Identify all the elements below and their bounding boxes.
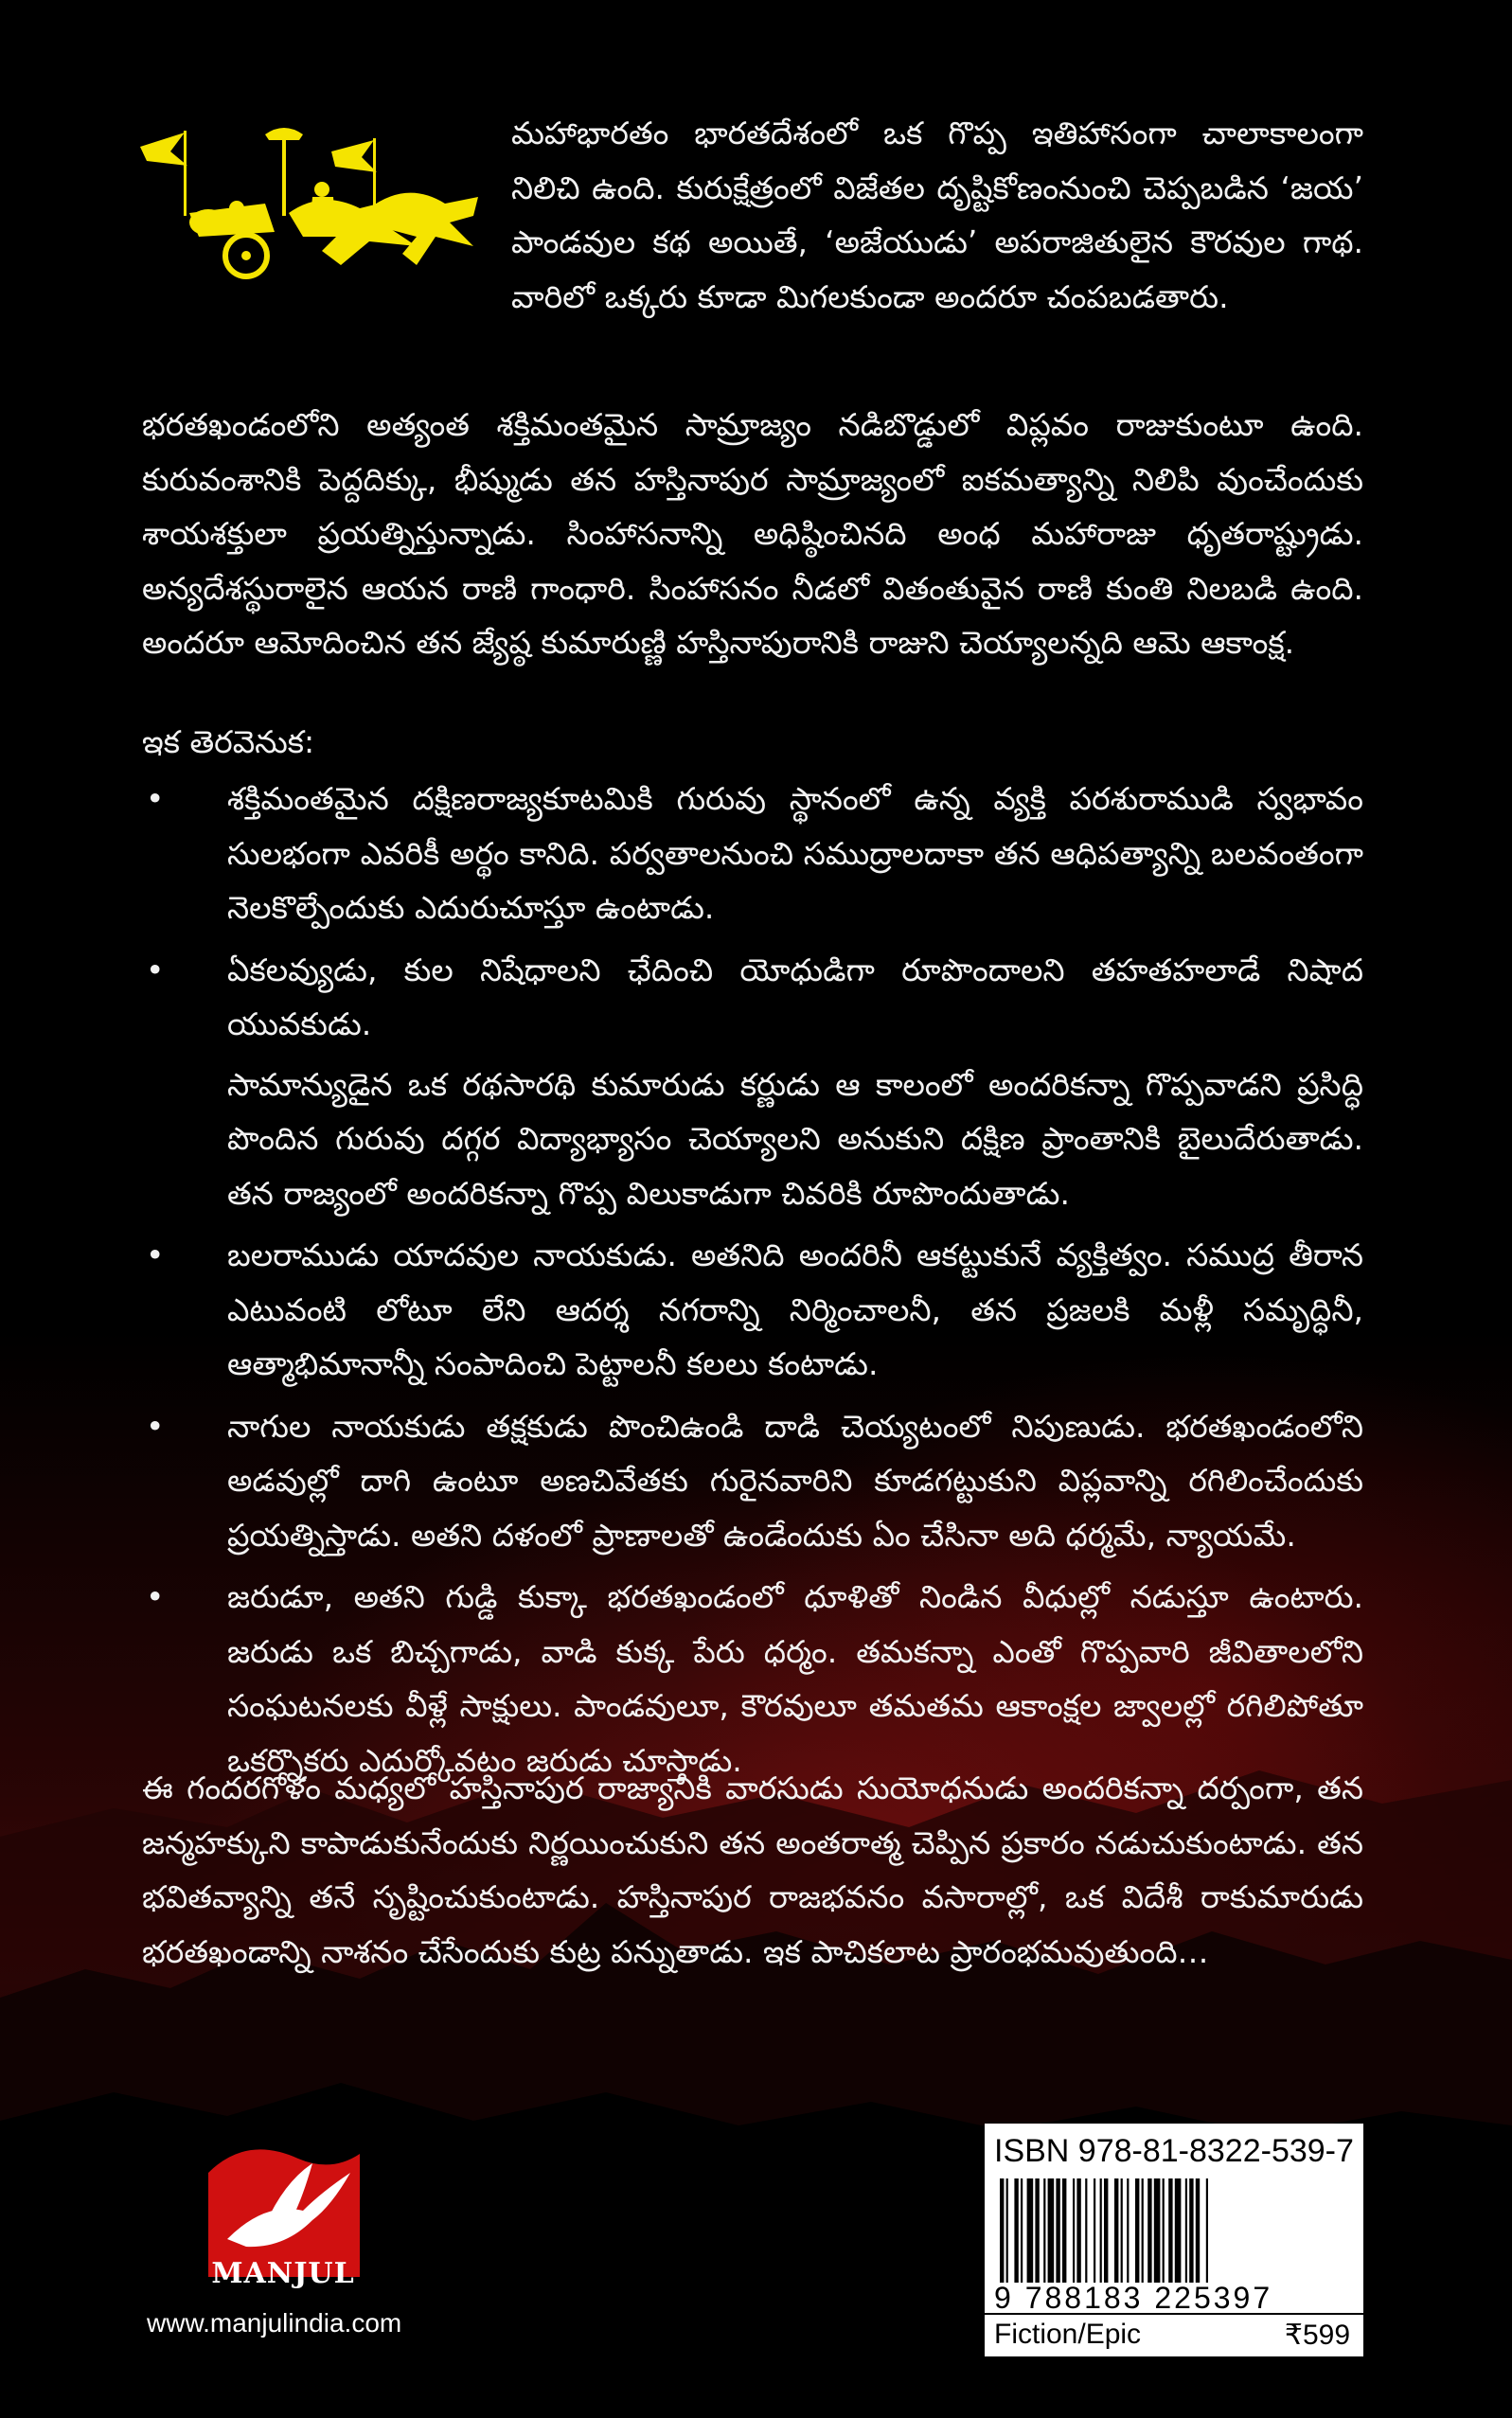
paragraph-plot: భరతఖండంలోని అత్యంత శక్తిమంతమైన సామ్రాజ్యం నడిబొడ్డులో విప్లవం రాజుకుంటూ ఉంది. కురువంశానికి పెద్దదిక్కు, భీష్ముడు తన హస్తినాపుర సామ్రాజ్యంలో ఐకమత్యాన్ని నిలిపి వుంచేందుకు శాయశక్తులా ప్రయత్నిస్తున్నాడు. సింహాసనాన్ని అధిష్ఠించినది అంధ మహారాజు ధృతరాష్ట్రుడు. అన్యదేశస్థురాలైన ఆయన రాణి గాంధారి. సింహాసనం నీడలో వితంతువైన రాణి కుంతి నిలబడి ఉంది. అందరూ ఆమోదించిన తన జ్యేష్ఠ కుమారుణ్ణి హస్తినాపురానికి రాజుని చెయ్యాలన్నది ఆమె ఆకాంక్ష. xyxy=(142,406,1363,661)
intro-paragraph: మహాభారతం భారతదేశంలో ఒక గొప్ప ఇతిహాసంగా చాలాకాలంగా నిలిచి ఉంది. కురుక్షేత్రంలో విజేతల దృష్టికోణంనుంచి చెప్పబడిన ‘జయ’ పాండవుల కథ అయితే, ‘అజేయుడు’ అపరాజితులైన కౌరవుల గాథ. వారిలో ఒక్కరు కూడా మిగలకుండా అందరూ చంపబడతారు. xyxy=(511,115,1363,315)
bullet-dot: • xyxy=(146,780,165,817)
list-item xyxy=(142,1228,1363,1392)
genre-label: Fiction/Epic xyxy=(994,2319,1142,2350)
list-item-extra: సామాన్యుడైన ఒక రథసారథి కుమారుడు కర్ణుడు ఆ కాలంలో అందరికన్నా గొప్పవాడని ప్రసిద్ధి పొందిన గురువు దగ్గర విద్యాభ్యాసం చెయ్యాలని అనుకుని దక్షిణ ప్రాంతానికి బైలుదేరుతాడు. తన రాజ్యంలో అందరికన్నా గొప్ప విలుకాడుగా చివరికి రూపొందుతాడు. xyxy=(227,1065,1363,1212)
genre-price-row xyxy=(985,2313,1363,2358)
bullet-dot: • xyxy=(146,951,165,988)
bullet-dot: • xyxy=(146,1236,165,1273)
barcode-panel xyxy=(985,2124,1363,2356)
list-item-text: జరుడూ, అతని గుడ్డి కుక్కా భరతఖండంలో ధూళితో నిండిన వీధుల్లో నడుస్తూ ఉంటారు. జరుడు ఒక బిచ్చగాడు, వాడి కుక్క పేరు ధర్మం. తమకన్నా ఎంతో గొప్పవారి జీవితాలలోని సంఘటనలకు వీళ్లే సాక్షులు. పాండవులూ, కౌరవులూ తమతమ ఆకాంక్షల జ్వాలల్లో రగిలిపోతూ ఒకర్నొకరు ఎదుర్కోవటం జరుడు చూస్తాడు. xyxy=(227,1578,1363,1779)
list-item xyxy=(142,1399,1363,1563)
list-item xyxy=(142,1570,1363,1787)
barcode-digits: 9 788183 225397 xyxy=(994,2281,1273,2315)
bullet-dot: • xyxy=(146,1407,165,1445)
chariot-icon xyxy=(133,123,488,284)
bullet-dot: • xyxy=(146,1578,165,1615)
isbn-number: ISBN 978-81-8322-539-7 xyxy=(994,2133,1354,2169)
price-label: ₹599 xyxy=(1284,2320,1350,2351)
list-item-text: నాగుల నాయకుడు తక్షకుడు పొంచిఉండి దాడి చెయ్యటంలో నిపుణుడు. భరతఖండంలోని అడవుల్లో దాగి ఉంటూ అణచివేతకు గురైనవారిని కూడగట్టుకుని విప్లవాన్ని రగిలించేందుకు ప్రయత్నిస్తాడు. అతని దళంలో ప్రాణాలతో ఉండేందుకు ఏం చేసినా అది ధర్మమే, న్యాయమే. xyxy=(227,1407,1363,1554)
list-item xyxy=(142,943,1363,1221)
lead-in-text: ఇక తెరవెనుక: xyxy=(142,723,315,760)
list-item-text: ఏకలవ్యుడు, కుల నిషేధాలని ఛేదించి యోధుడిగా రూపొందాలని తహతహలాడే నిషాద యువకుడు. xyxy=(227,951,1363,1042)
list-item-text: శక్తిమంతమైన దక్షిణరాజ్యకూటమికి గురువు స్థానంలో ఉన్న వ్యక్తి పరశురాముడి స్వభావం సులభంగా ఎవరికీ అర్థం కానిది. పర్వతాలనుంచి సముద్రాలదాకా తన ఆధిపత్యాన్ని బలవంతంగా నెలకొల్పేందుకు ఎదురుచూస్తూ ఉంటాడు. xyxy=(227,780,1363,926)
barcode-icon xyxy=(996,2178,1352,2292)
list-item-text: బలరాముడు యాదవుల నాయకుడు. అతనిది అందరినీ ఆకట్టుకునే వ్యక్తిత్వం. సముద్ర తీరాన ఎటువంటి లోటూ లేని ఆదర్శ నగరాన్ని నిర్మించాలనీ, తన ప్రజలకి మళ్లీ సమృద్ధినీ, ఆత్మాభిమానాన్నీ సంపాదించి పెట్టాలనీ కలలు కంటాడు. xyxy=(227,1236,1363,1382)
publisher-name: MANJUL xyxy=(211,2257,355,2290)
closing-paragraph: ఈ గందరగోళం మధ్యలో హస్తినాపుర రాజ్యానికి వారసుడు సుయోధనుడు అందరికన్నా దర్పంగా, తన జన్మహక్కుని కాపాడుకునేందుకు నిర్ణయించుకుని తన అంతరాత్మ చెప్పిన ప్రకారం నడుచుకుంటాడు. తన భవితవ్యాన్ని తనే సృష్టించుకుంటాడు. హస్తినాపుర రాజభవనం వసారాల్లో, ఒక విదేశీ రాకుమారుడు భరతఖండాన్ని నాశనం చేసేందుకు కుట్ర పన్నుతాడు. ఇక పాచికలాట ప్రారంభమవుతుంది… xyxy=(142,1769,1363,1970)
character-list xyxy=(142,772,1363,1787)
publisher-website: www.manjulindia.com xyxy=(147,2308,402,2338)
bird-logo-icon xyxy=(208,2135,360,2277)
list-item xyxy=(142,772,1363,935)
